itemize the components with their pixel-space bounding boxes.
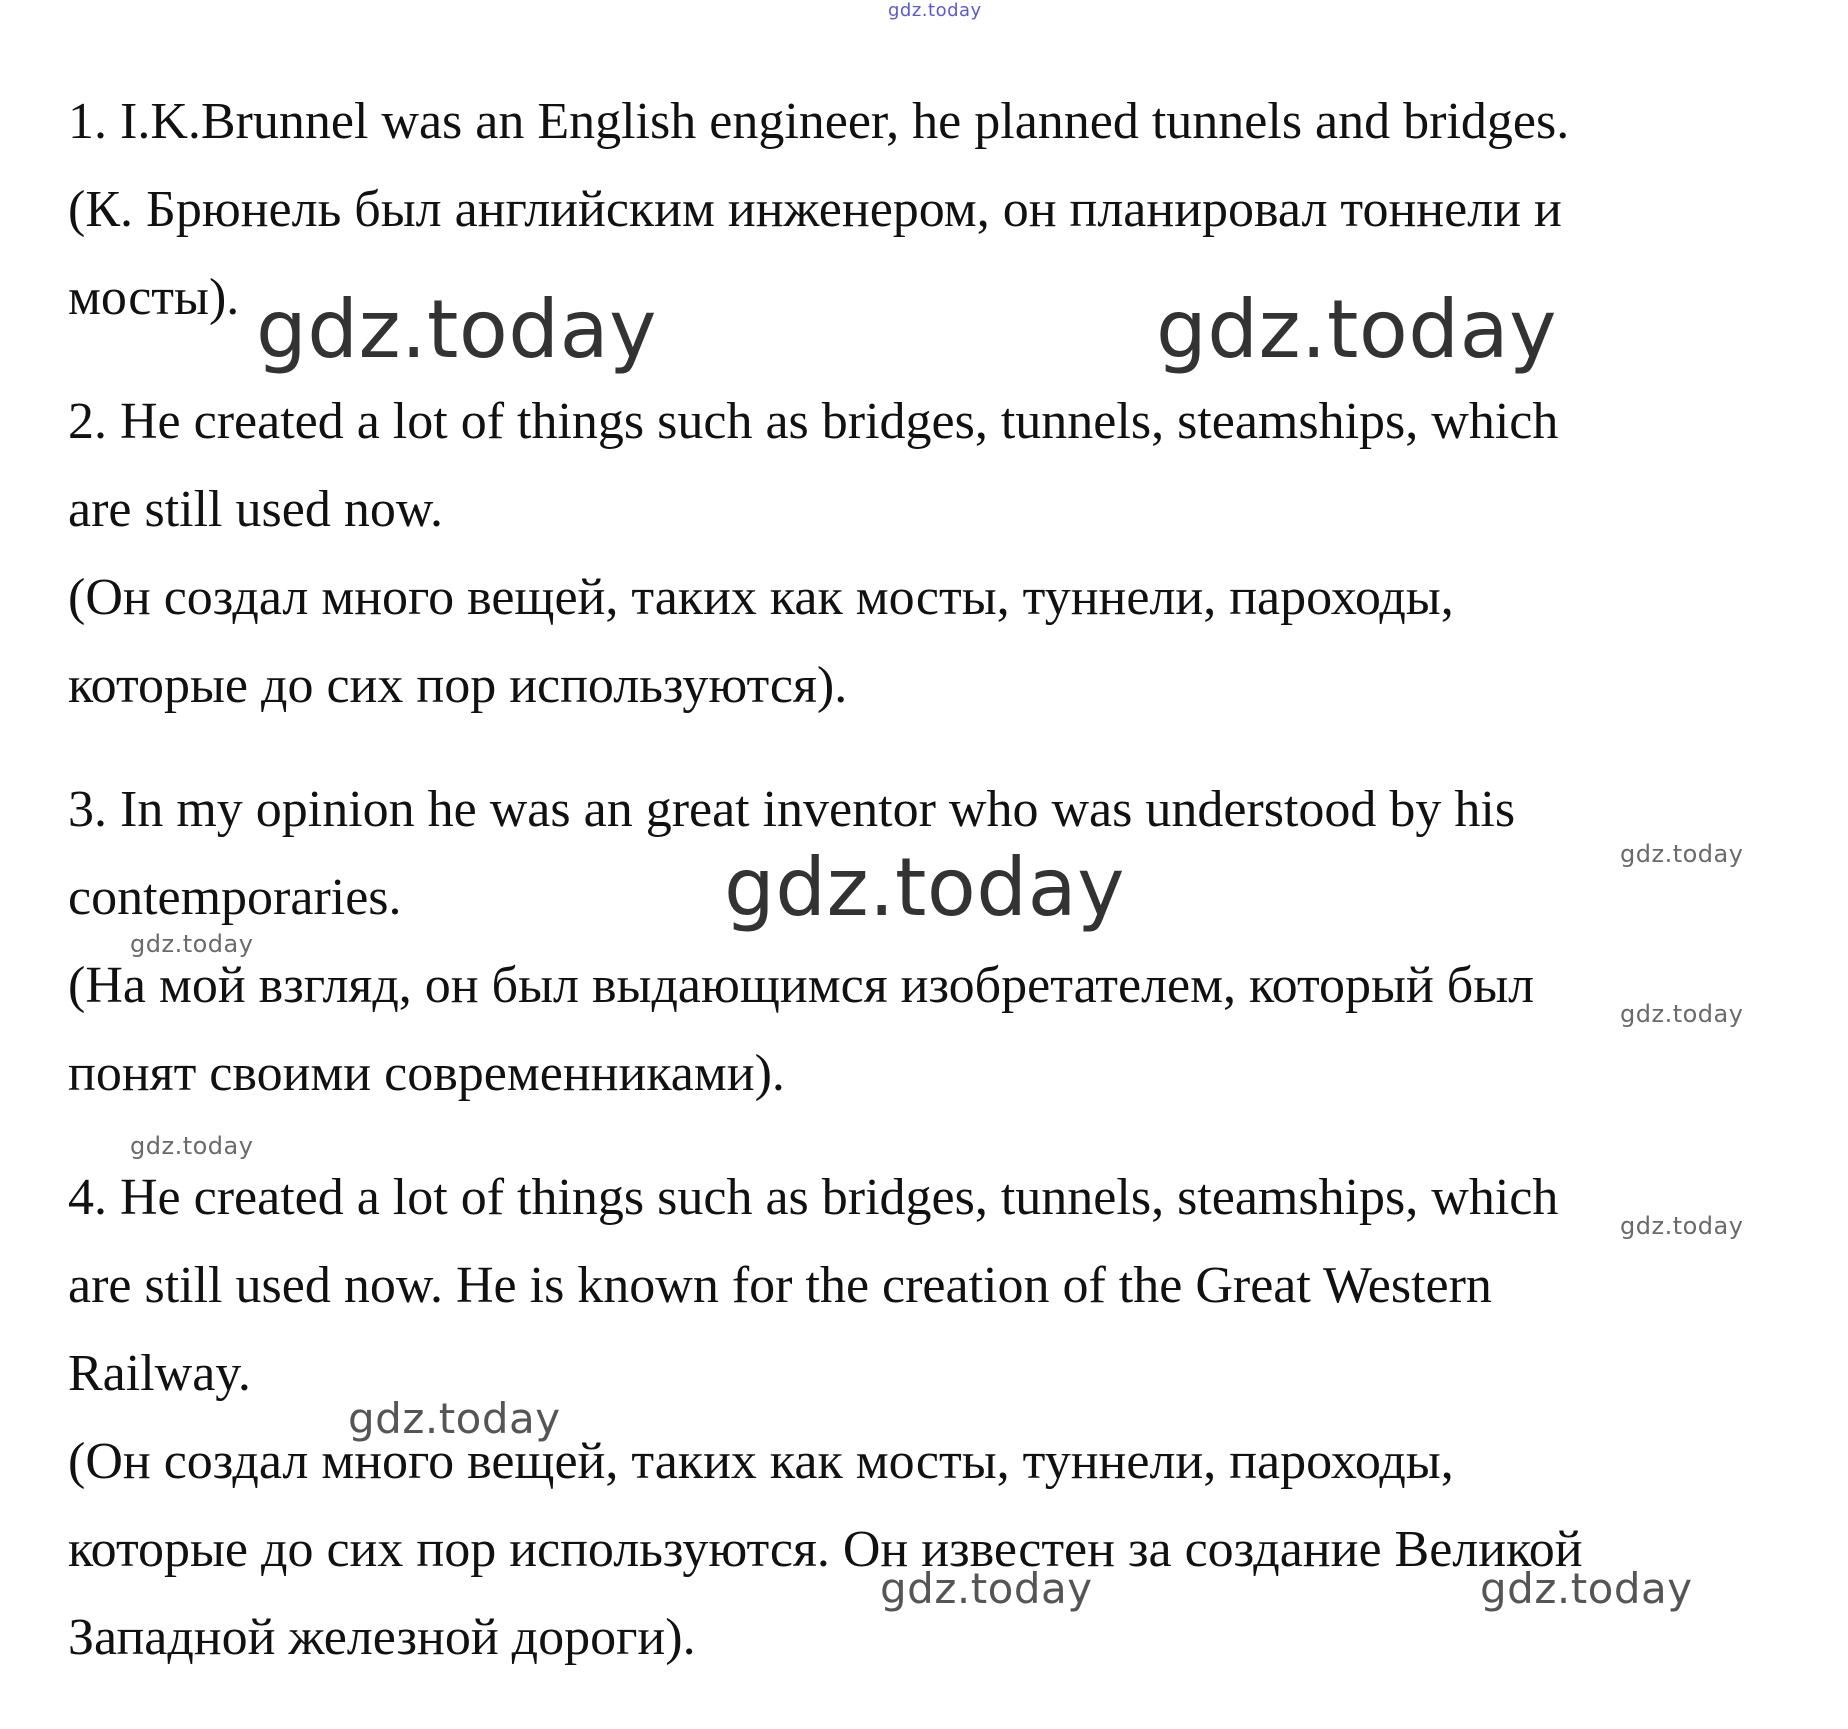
- watermark-small-5: gdz.today: [1620, 1212, 1744, 1240]
- answer-2-english-line-1: 2. He created a lot of things such as bridges, tunnels, steamships, which: [68, 393, 1559, 450]
- watermark-small-2: gdz.today: [130, 930, 254, 958]
- answer-4-russian-line-2: которые до сих пор используются. Он известен за создание Великой: [68, 1521, 1583, 1578]
- watermark-medium-2: gdz.today: [880, 1564, 1093, 1613]
- answer-3-english-line-2: contemporaries.: [68, 869, 402, 926]
- answer-3-russian-line-1: (На мой взгляд, он был выдающимся изобретателем, который был: [68, 957, 1535, 1014]
- answer-4-english-line-3: Railway.: [68, 1345, 251, 1402]
- answer-3-english-line-1: 3. In my opinion he was an great inventor who was understood by his: [68, 781, 1516, 838]
- watermark-large-3: gdz.today: [724, 841, 1125, 934]
- answer-2-english-line-2: are still used now.: [68, 481, 443, 538]
- answer-1-russian-line-1: (К. Брюнель был английским инженером, он планировал тоннели и: [68, 181, 1562, 238]
- answer-1-english-line-1: 1. I.K.Brunnel was an English engineer, he planned tunnels and bridges.: [68, 93, 1570, 150]
- answer-2-russian-line-1: (Он создал много вещей, таких как мосты, туннели, пароходы,: [68, 569, 1454, 626]
- watermark-top: gdz.today: [888, 0, 982, 21]
- watermark-small-3: gdz.today: [1620, 1000, 1744, 1028]
- answer-4-english-line-1: 4. He created a lot of things such as bridges, tunnels, steamships, which: [68, 1169, 1559, 1226]
- watermark-large-2: gdz.today: [1156, 283, 1557, 376]
- watermark-small-1: gdz.today: [1620, 840, 1744, 868]
- watermark-medium-3: gdz.today: [1480, 1564, 1693, 1613]
- watermark-small-4: gdz.today: [130, 1132, 254, 1160]
- answer-3-russian-line-2: понят своими современниками).: [68, 1045, 785, 1102]
- answer-1-russian-line-2: мосты).: [68, 269, 240, 326]
- answer-2-russian-line-2: которые до сих пор используются).: [68, 657, 848, 714]
- answer-4-russian-line-3: Западной железной дороги).: [68, 1609, 696, 1666]
- watermark-medium-1: gdz.today: [348, 1394, 561, 1443]
- answer-4-english-line-2: are still used now. He is known for the creation of the Great Western: [68, 1257, 1492, 1314]
- watermark-large-1: gdz.today: [256, 283, 657, 376]
- answer-4-russian-line-1: (Он создал много вещей, таких как мосты, туннели, пароходы,: [68, 1433, 1454, 1490]
